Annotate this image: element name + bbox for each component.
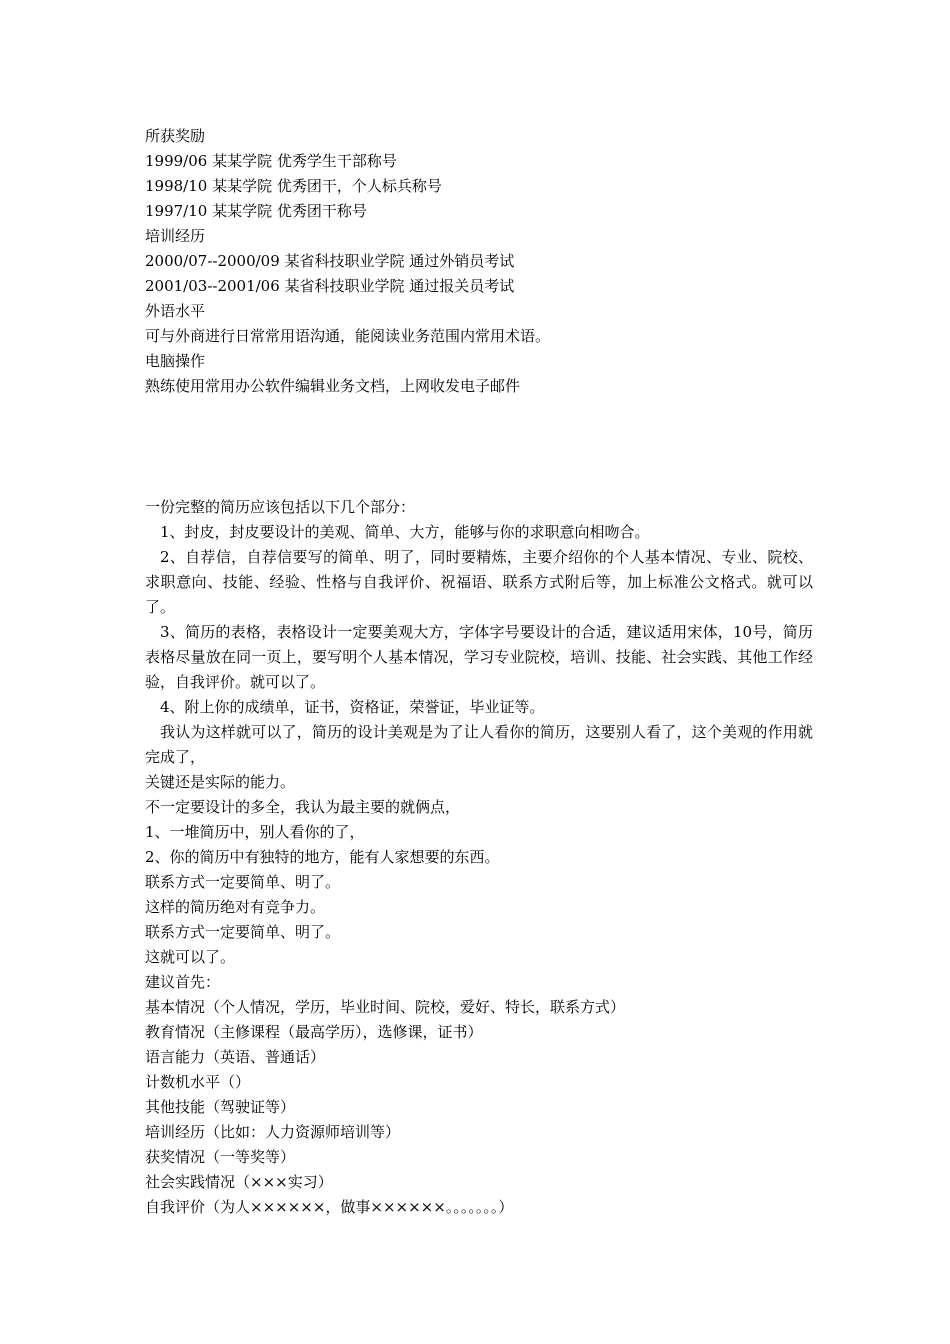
- advice-line: 关键还是实际的能力。: [145, 773, 296, 791]
- advice-part: 我认为这样就可以了，简历的设计美观是为了让人看你的简历，这要别人看了，这个美观的作用就完成了，: [145, 723, 813, 766]
- advice-line: 基本情况（个人情况，学历，毕业时间、院校，爱好、特长，联系方式）: [145, 998, 626, 1016]
- advice-line: 自我评价（为人××××××，做事××××××。。。。。。。）: [145, 1198, 514, 1216]
- resume-details-section: [145, 124, 813, 399]
- advice-line: 培训经历（比如：人力资源师培训等）: [145, 1123, 401, 1141]
- computer-heading: 电脑操作: [145, 352, 206, 370]
- advice-line: 建议首先：: [145, 973, 221, 991]
- advice-line: 教育情况（主修课程（最高学历），选修课，证书）: [145, 1023, 483, 1041]
- resume-advice-section: [145, 495, 813, 1220]
- award-item: 1998/10 某某学院 优秀团干，个人标兵称号: [145, 177, 442, 195]
- advice-part: 4、附上你的成绩单，证书，资格证，荣誉证，毕业证等。: [160, 698, 545, 716]
- advice-intro: 一份完整的简历应该包括以下几个部分：: [145, 498, 416, 516]
- advice-line: 2、你的简历中有独特的地方，能有人家想要的东西。: [145, 848, 500, 866]
- advice-line: 这样的简历绝对有竞争力。: [145, 898, 326, 916]
- advice-line: 联系方式一定要简单、明了。: [145, 923, 341, 941]
- advice-line: 语言能力（英语、普通话）: [145, 1048, 326, 1066]
- training-item: 2001/03--2001/06 某省科技职业学院 通过报关员考试: [145, 277, 515, 295]
- advice-line: 计数机水平（）: [145, 1073, 251, 1091]
- computer-text: 熟练使用常用办公软件编辑业务文档，上网收发电子邮件: [145, 377, 521, 395]
- advice-line: 社会实践情况（×××实习）: [145, 1173, 333, 1191]
- advice-line: 1、一堆简历中，别人看你的了，: [145, 823, 365, 841]
- advice-line: 联系方式一定要简单、明了。: [145, 873, 341, 891]
- advice-line: 这就可以了。: [145, 948, 236, 966]
- award-item: 1997/10 某某学院 优秀团干称号: [145, 202, 367, 220]
- award-item: 1999/06 某某学院 优秀学生干部称号: [145, 152, 397, 170]
- advice-line: 获奖情况（一等奖等）: [145, 1148, 296, 1166]
- advice-part: 2、自荐信，自荐信要写的简单、明了，同时要精炼，主要介绍你的个人基本情况、专业、院校、求职意向、技能、经验、性格与自我评价、祝福语、联系方式附后等，加上标准公文格式。就可以了。: [145, 548, 813, 616]
- language-heading: 外语水平: [145, 302, 206, 320]
- training-item: 2000/07--2000/09 某省科技职业学院 通过外销员考试: [145, 252, 515, 270]
- language-text: 可与外商进行日常常用语沟通，能阅读业务范围内常用术语。: [145, 327, 551, 345]
- advice-line: 不一定要设计的多全，我认为最主要的就俩点，: [145, 798, 461, 816]
- advice-part: 1、封皮，封皮要设计的美观、简单、大方，能够与你的求职意向相吻合。: [160, 523, 650, 541]
- advice-part: 3、简历的表格，表格设计一定要美观大方，字体字号要设计的合适，建议适用宋体，10号，简历表格尽量放在同一页上，要写明个人基本情况，学习专业院校，培训、技能、社会实践、其他工作经验，自我评价。就可以了。: [145, 623, 813, 691]
- training-heading: 培训经历: [145, 227, 206, 245]
- awards-heading: 所获奖励: [145, 127, 206, 145]
- advice-line: 其他技能（驾驶证等）: [145, 1098, 296, 1116]
